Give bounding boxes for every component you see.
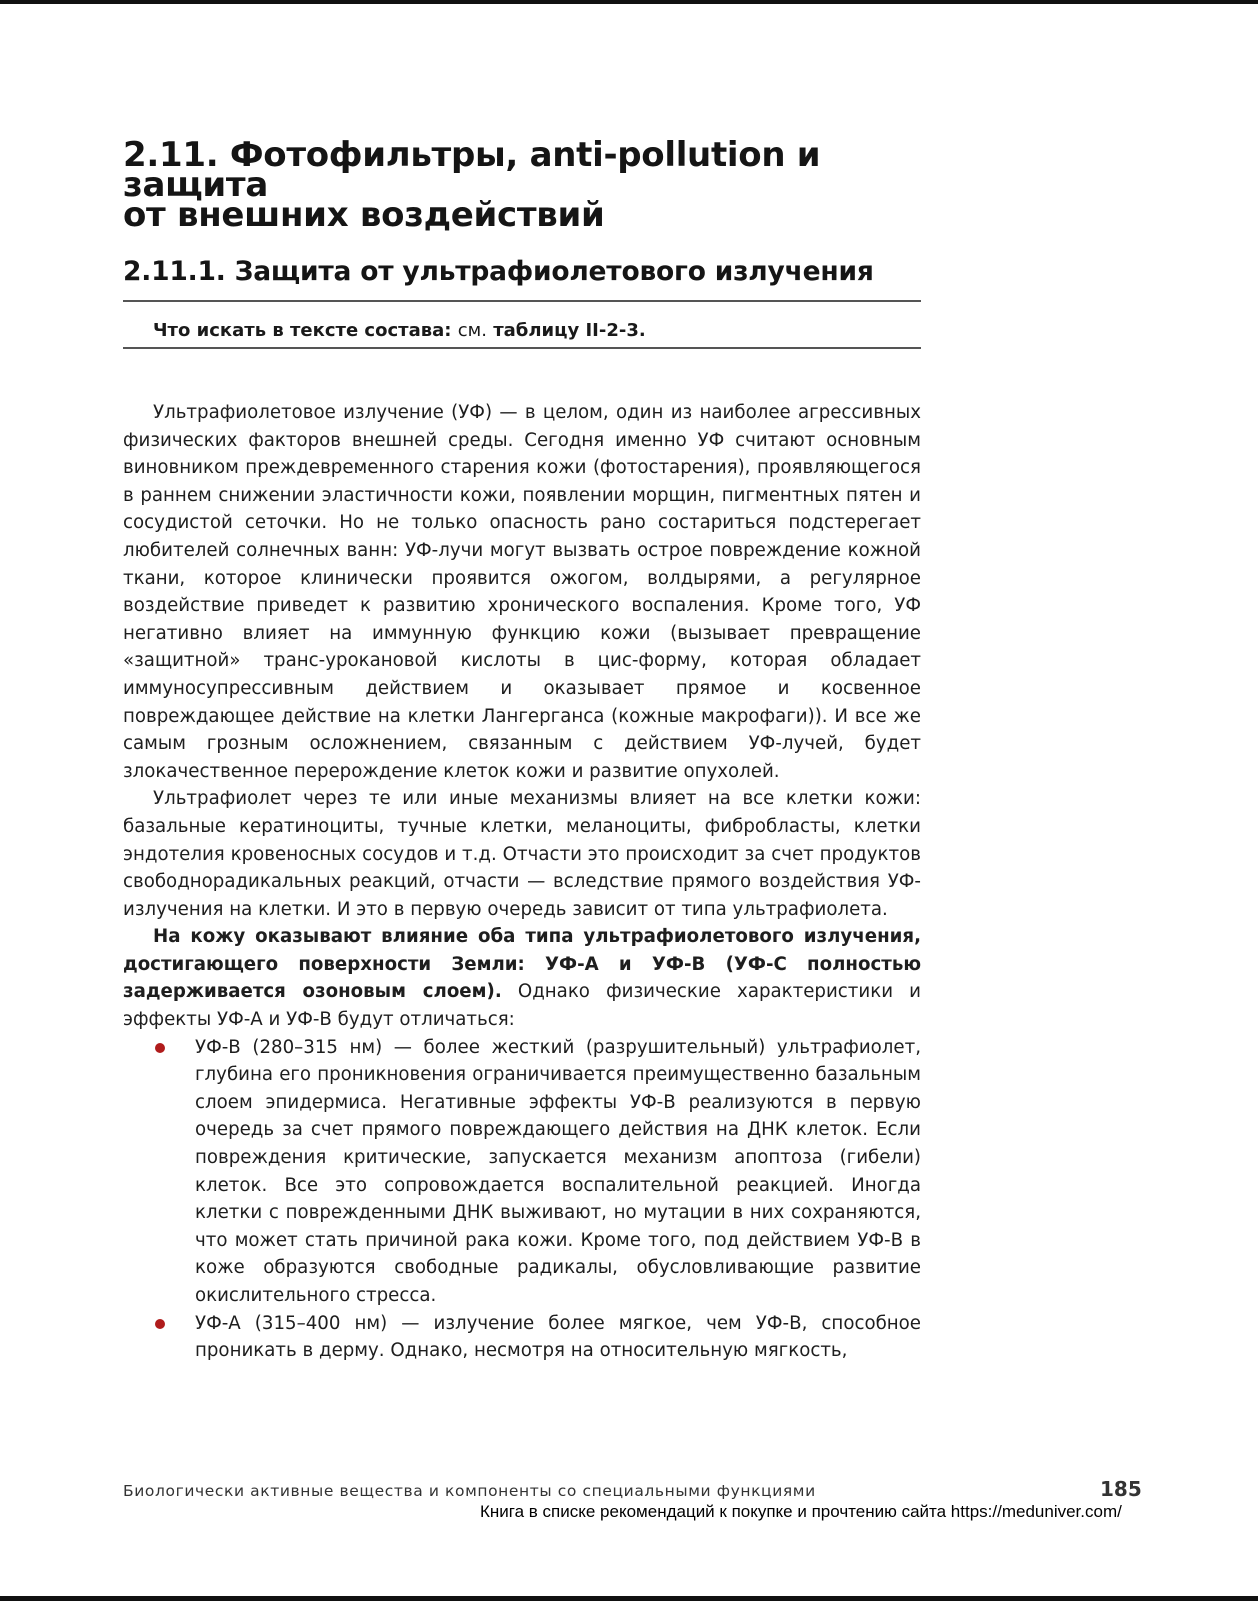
paragraph-3-bold: На кожу оказывают влияние оба типа ультрафиолетового излучения, достигающего поверхности Земли: УФ-А и УФ-В (УФ-С полностью задерживается озоновым слоем). (123, 926, 921, 1003)
list-item-text: УФ-В (280–315 нм) — более жесткий (разрушительный) ультрафиолет, глубина его проникновения ограничивается преимущественно базальным слоем эпидермиса. Негативные эффекты УФ-В реализуются в первую очередь за счет прямого повреждающего действия на ДНК клеток. Если повреждения критические, запускается механизм апоптоза (гибели) клеток. Все это сопровождается воспалительной реакцией. Иногда клетки с поврежденными ДНК выживают, но мутации в них сохраняются, что может стать причиной рака кожи. Кроме того, под действием УФ-В в коже образуются свободные радикалы, обусловливающие развитие окислительного стресса. (195, 1036, 921, 1306)
running-footer: Биологически активные вещества и компоненты со специальными функциями (123, 1482, 816, 1500)
paragraph-1: Ультрафиолетовое излучение (УФ) — в целом, один из наиболее агрессивных физических факторов внешней среды. Сегодня именно УФ считают основным виновником преждевременного старения кожи (фотостарения), проявляющегося в раннем снижении эластичности кожи, появлении морщин, пигментных пятен и сосудистой сеточки. Но не только опасность рано состариться подстерегает любителей солнечных ванн: УФ-лучи могут вызвать острое повреждение кожной ткани, которое клинически проявится ожогом, волдырями, а регулярное воздействие приведет к развитию хронического воспаления. Кроме того, УФ негативно влияет на иммунную функцию кожи (вызывает превращение «защитной» транс-урокановой кислоты в цис-форму, которая обладает иммуносупрессивным действием и оказывает прямое и косвенное повреждающее действие на клетки Лангерганса (кожные макрофаги)). И все же самым грозным осложнением, связанным с действием УФ-лучей, будет злокачественное перерождение клеток кожи и развитие опухолей. (123, 402, 921, 782)
hint-bottom-rule (123, 347, 921, 349)
hint-label: Что искать в тексте состава: (153, 320, 458, 341)
hint-top-rule (123, 300, 921, 302)
chapter-title-line2: от внешних воздействий (123, 195, 605, 235)
hint-see: см. (457, 320, 487, 341)
list-item (195, 1310, 921, 1365)
chapter-title (123, 135, 923, 235)
paragraph-2: Ультрафиолет через те или иные механизмы влияет на все клетки кожи: базальные кератиноциты, тучные клетки, меланоциты, фибробласты, клетки эндотелия кровеносных сосудов и т.д. Отчасти это происходит за счет продуктов свободнорадикальных реакций, отчасти — вследствие прямого воздействия УФ-излучения на клетки. И это в первую очередь зависит от типа ультрафиолета. (123, 788, 921, 920)
paragraph-3 (123, 923, 921, 1033)
hint-box (153, 317, 913, 345)
list-item (195, 1034, 921, 1310)
section-title: 2.11.1. Защита от ультрафиолетового излучения (123, 256, 874, 287)
bullet-dot-icon (155, 1043, 165, 1053)
body-text (123, 399, 921, 1365)
promo-text: Книга в списке рекомендаций к покупке и прочтению сайта https://meduniver.com/ (480, 1502, 1122, 1521)
top-border (0, 0, 1258, 4)
page-number: 185 (1100, 1477, 1142, 1501)
hint-ref: таблицу II-2-3. (486, 320, 646, 341)
bullet-dot-icon (155, 1319, 165, 1329)
list-item-text: УФ-А (315–400 нм) — излучение более мягкое, чем УФ-В, способное проникать в дерму. Однако, несмотря на относительную мягкость, (195, 1312, 921, 1362)
uv-types-list (123, 1034, 921, 1365)
bottom-border (0, 1596, 1258, 1601)
paragraph-3-rest: Однако физические характеристики и эффекты УФ-А и УФ-В будут отличаться: (123, 981, 921, 1031)
chapter-title-line1: 2.11. Фотофильтры, anti-pollution и защита (123, 135, 821, 205)
